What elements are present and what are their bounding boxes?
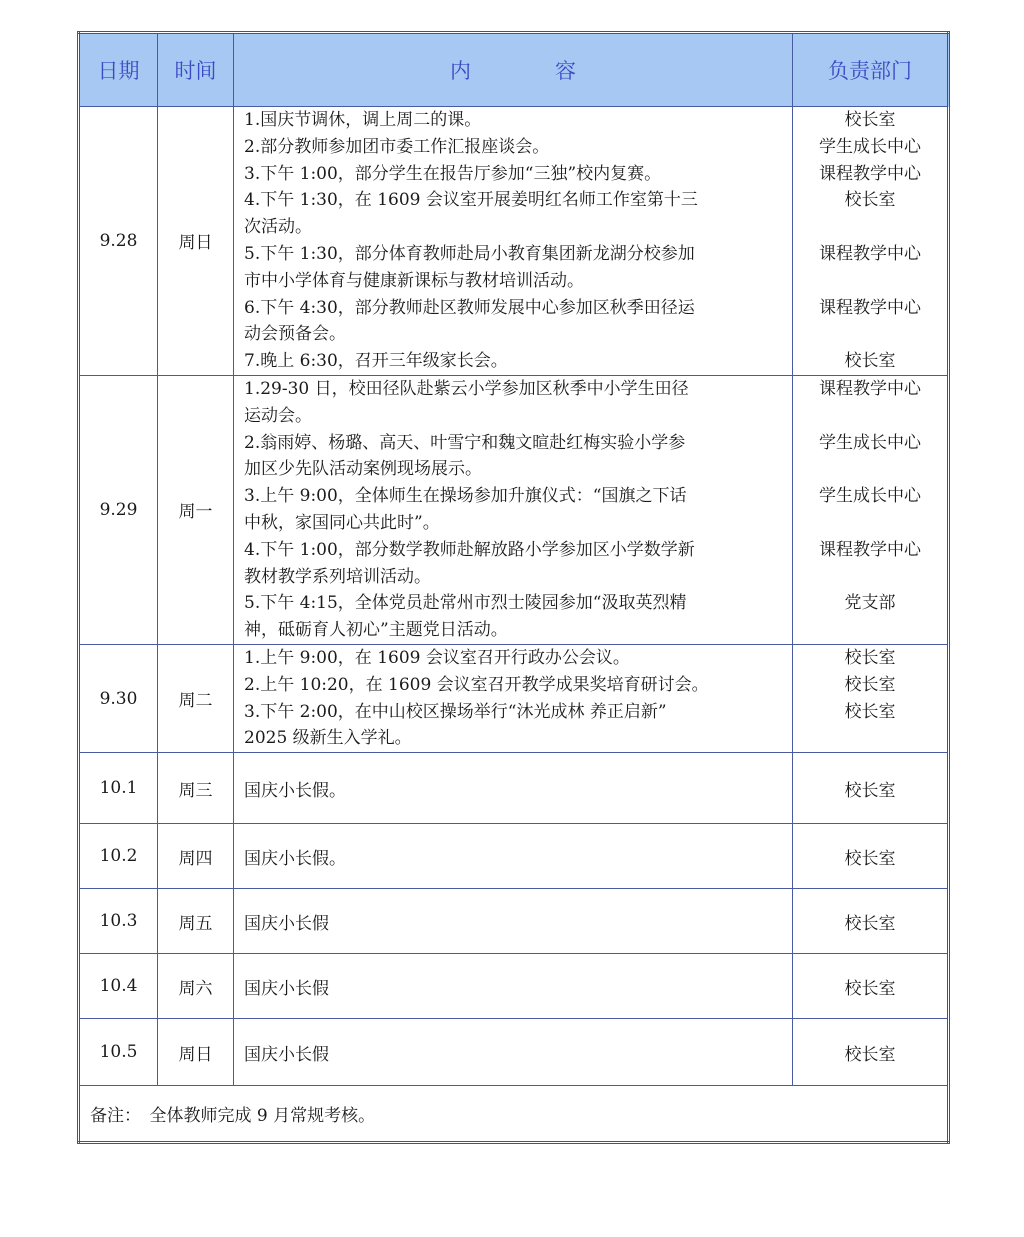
row-date: 9.30 — [79, 644, 158, 752]
table-row — [79, 375, 949, 644]
table-row — [79, 954, 949, 1019]
dept-line: 校长室 — [844, 647, 896, 668]
table-row — [79, 1019, 949, 1086]
row-content: 国庆小长假 — [234, 1019, 793, 1086]
dept-line: 党支部 — [844, 593, 896, 614]
row-date: 10.1 — [79, 753, 158, 824]
content-line: 市中小学体育与健康新课标与教材培训活动。 — [244, 270, 584, 291]
row-date: 10.5 — [79, 1019, 158, 1086]
row-day: 周二 — [158, 644, 234, 752]
row-dept: 校长室 — [793, 824, 949, 889]
header-content: 内 容 — [234, 33, 793, 107]
content-line: 1.29-30 日，校田径队赴紫云小学参加区秋季中小学生田径 — [244, 378, 689, 399]
content-line: 5.下午 1:30，部分体育教师赴局小教育集团新龙湖分校参加 — [244, 243, 695, 264]
row-content — [234, 644, 793, 752]
content-line: 2.上午 10:20，在 1609 会议室召开教学成果奖培育研讨会。 — [244, 674, 709, 695]
content-line: 3.下午 2:00，在中山校区操场举行“沐光成林 养正启新” — [244, 701, 667, 722]
row-content: 国庆小长假 — [234, 954, 793, 1019]
dept-line: 课程教学中心 — [819, 163, 921, 184]
dept-line — [793, 268, 947, 295]
content-line: 4.下午 1:30，在 1609 会议室开展姜明红名师工作室第十三 — [244, 190, 698, 211]
schedule-table — [77, 31, 950, 1144]
row-day: 周日 — [158, 107, 234, 376]
content-line: 3.上午 9:00，全体师生在操场参加升旗仪式：“国旗之下话 — [244, 486, 687, 507]
dept-line — [793, 456, 947, 483]
content-line: 加区少先队活动案例现场展示。 — [244, 459, 482, 480]
row-day: 周四 — [158, 824, 234, 889]
dept-line: 学生成长中心 — [819, 136, 921, 157]
table-row — [79, 824, 949, 889]
content-line: 1.国庆节调休，调上周二的课。 — [244, 110, 482, 130]
table-row — [79, 753, 949, 824]
dept-line: 校长室 — [844, 351, 896, 372]
content-line: 次活动。 — [244, 217, 312, 238]
row-date: 10.4 — [79, 954, 158, 1019]
content-line: 7.晚上 6:30，召开三年级家长会。 — [244, 351, 508, 372]
header-time: 时间 — [158, 33, 234, 107]
content-line: 5.下午 4:15，全体党员赴常州市烈士陵园参加“汲取英烈精 — [244, 593, 687, 614]
row-date: 10.2 — [79, 824, 158, 889]
table-row — [79, 107, 949, 376]
row-content — [234, 375, 793, 644]
row-content: 国庆小长假 — [234, 889, 793, 954]
content-line: 2.部分教师参加团市委工作汇报座谈会。 — [244, 136, 550, 157]
content-line: 神，砥砺育人初心”主题党日活动。 — [244, 620, 508, 641]
remark-text: 备注： 全体教师完成 9 月常规考核。 — [79, 1086, 949, 1143]
dept-line — [793, 403, 947, 430]
content-line: 中秋，家国同心共此时”。 — [244, 512, 440, 533]
row-dept — [793, 375, 949, 644]
content-line: 2.翁雨婷、杨璐、高天、叶雪宁和魏文暄赴红梅实验小学参 — [244, 432, 686, 453]
row-date: 10.3 — [79, 889, 158, 954]
dept-line — [793, 510, 947, 537]
dept-line: 校长室 — [844, 110, 896, 130]
dept-line: 学生成长中心 — [819, 486, 921, 507]
row-dept — [793, 107, 949, 376]
content-line: 教材教学系列培训活动。 — [244, 566, 431, 587]
content-line: 4.下午 1:00，部分数学教师赴解放路小学参加区小学数学新 — [244, 539, 695, 560]
row-dept: 校长室 — [793, 889, 949, 954]
row-dept: 校长室 — [793, 753, 949, 824]
row-day: 周日 — [158, 1019, 234, 1086]
content-line: 2025 级新生入学礼。 — [244, 728, 412, 749]
table-row — [79, 644, 949, 752]
row-day: 周一 — [158, 375, 234, 644]
row-date: 9.29 — [79, 375, 158, 644]
dept-line: 课程教学中心 — [819, 297, 921, 318]
row-dept: 校长室 — [793, 954, 949, 1019]
row-date: 9.28 — [79, 107, 158, 376]
row-dept: 校长室 — [793, 1019, 949, 1086]
row-content — [234, 107, 793, 376]
dept-line: 课程教学中心 — [819, 539, 921, 560]
table-row — [79, 889, 949, 954]
dept-line — [793, 564, 947, 591]
dept-line — [793, 617, 947, 644]
dept-line: 课程教学中心 — [819, 243, 921, 264]
header-date: 日期 — [79, 33, 158, 107]
dept-line: 校长室 — [844, 674, 896, 695]
row-content: 国庆小长假。 — [234, 824, 793, 889]
content-line: 1.上午 9:00，在 1609 会议室召开行政办公会议。 — [244, 647, 630, 668]
content-line: 动会预备会。 — [244, 324, 346, 345]
dept-line — [793, 214, 947, 241]
dept-line: 课程教学中心 — [819, 378, 921, 399]
row-day: 周五 — [158, 889, 234, 954]
dept-line — [793, 725, 947, 752]
row-content: 国庆小长假。 — [234, 753, 793, 824]
content-line: 运动会。 — [244, 405, 312, 426]
dept-line: 校长室 — [844, 701, 896, 722]
row-day: 周六 — [158, 954, 234, 1019]
dept-line: 学生成长中心 — [819, 432, 921, 453]
dept-line: 校长室 — [844, 190, 896, 211]
remark-row — [79, 1086, 949, 1143]
content-line: 3.下午 1:00，部分学生在报告厅参加“三独”校内复赛。 — [244, 163, 662, 184]
header-dept: 负责部门 — [793, 33, 949, 107]
content-line: 6.下午 4:30，部分教师赴区教师发展中心参加区秋季田径运 — [244, 297, 695, 318]
dept-line — [793, 321, 947, 348]
header-row — [79, 33, 949, 107]
row-day: 周三 — [158, 753, 234, 824]
row-dept — [793, 644, 949, 752]
